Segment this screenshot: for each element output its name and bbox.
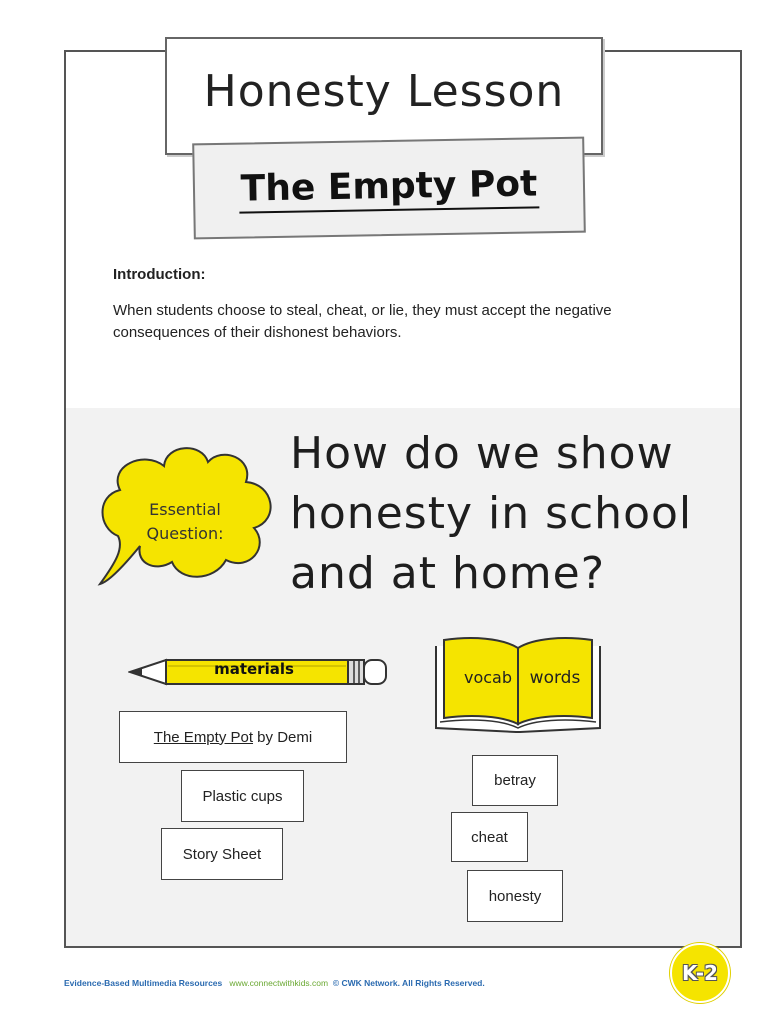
vocab-word-honesty: honesty xyxy=(467,870,563,922)
materials-label: materials xyxy=(214,660,294,678)
essential-question-label: Essential Question: xyxy=(146,500,224,543)
footer-tagline: Evidence-Based Multimedia Resources xyxy=(64,978,223,988)
book-author: by Demi xyxy=(253,728,313,746)
book-title: The Empty Pot xyxy=(153,728,254,746)
material-book xyxy=(119,711,347,763)
grade-badge: K-2 xyxy=(670,943,730,1003)
introduction-text: When students choose to steal, cheat, or lie, they must accept the negative consequences of their dishonest behaviors. xyxy=(113,302,612,341)
words-label: words xyxy=(529,668,581,688)
page-title: Honesty Lesson xyxy=(203,65,565,117)
essential-question-text: How do we show honesty in school and at home? xyxy=(290,428,693,599)
lesson-title: The Empty Pot xyxy=(238,163,539,213)
footer-copyright: © CWK Network. All Rights Reserved. xyxy=(332,978,485,988)
vocab-word-cheat: cheat xyxy=(451,812,528,862)
vocab-label: vocab xyxy=(463,668,512,687)
footer xyxy=(64,978,485,988)
footer-url[interactable]: www.connectwithkids.com xyxy=(229,978,329,988)
material-story-sheet: Story Sheet xyxy=(161,828,283,880)
introduction-label: Introduction: xyxy=(113,266,206,283)
material-plastic-cups: Plastic cups xyxy=(181,770,304,822)
subtitle-card xyxy=(192,137,586,240)
vocab-word-betray: betray xyxy=(472,755,558,806)
